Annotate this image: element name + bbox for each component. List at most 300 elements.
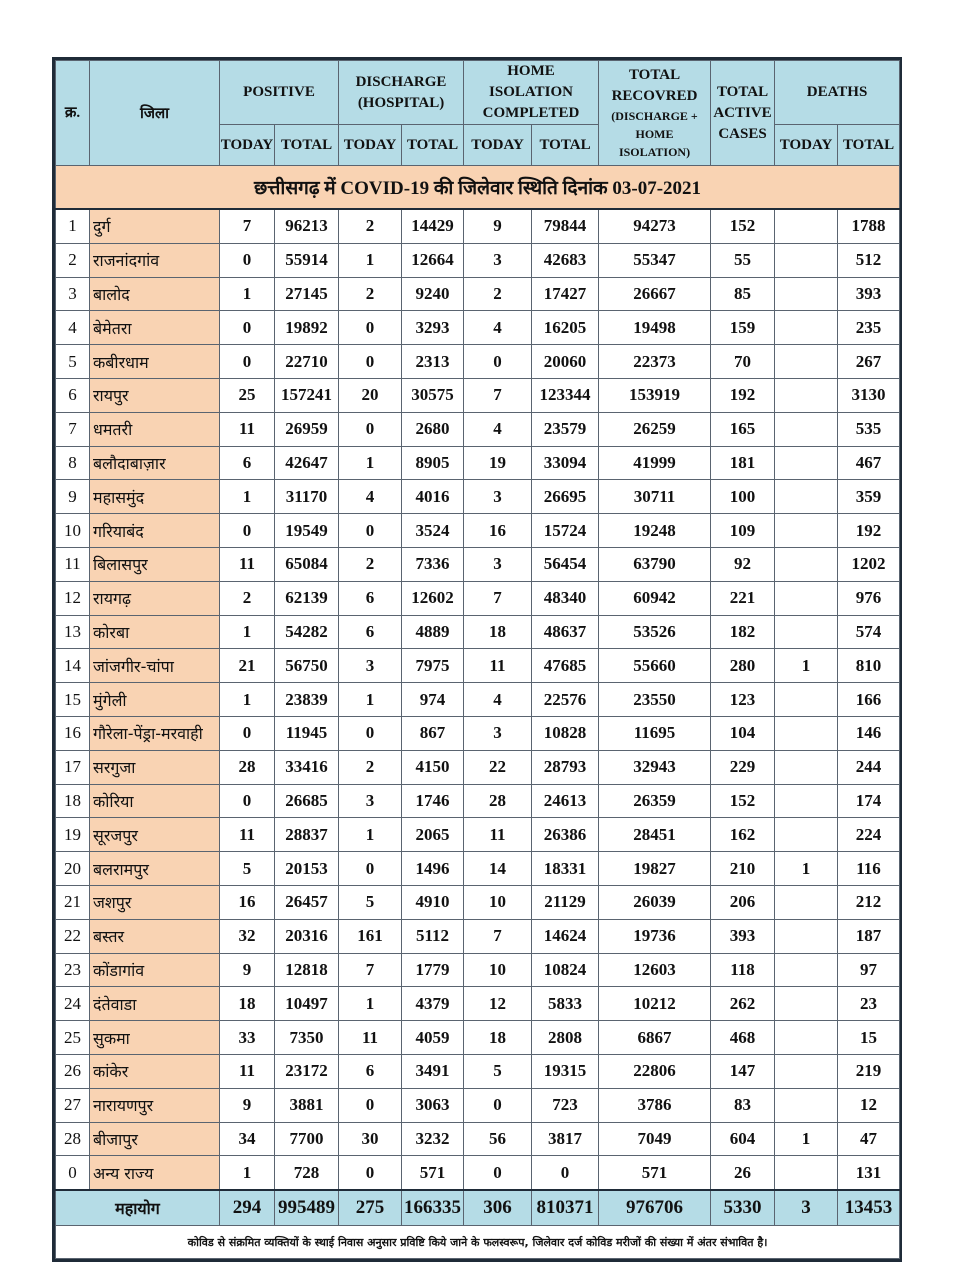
positive-today: 1 bbox=[220, 480, 275, 514]
total-active: 159 bbox=[711, 311, 775, 345]
header-deaths-total: TOTAL bbox=[838, 125, 900, 166]
deaths-today bbox=[775, 953, 838, 987]
positive-today: 34 bbox=[220, 1122, 275, 1156]
total-active: 393 bbox=[711, 919, 775, 953]
deaths-total: 535 bbox=[838, 412, 900, 446]
positive-total: 11945 bbox=[275, 716, 339, 750]
district-name: दुर्ग bbox=[90, 209, 220, 243]
header-total-recovered bbox=[599, 61, 711, 166]
table-row bbox=[56, 446, 900, 480]
deaths-total: 267 bbox=[838, 345, 900, 379]
hi-today: 4 bbox=[464, 311, 532, 345]
district-name: जांजगीर-चांपा bbox=[90, 649, 220, 683]
total-recovered: 26359 bbox=[599, 784, 711, 818]
discharge-today: 161 bbox=[339, 919, 402, 953]
total-recovered: 3786 bbox=[599, 1088, 711, 1122]
deaths-today bbox=[775, 683, 838, 717]
discharge-today: 0 bbox=[339, 1156, 402, 1190]
district-name: कबीरधाम bbox=[90, 345, 220, 379]
total-active: 206 bbox=[711, 885, 775, 919]
discharge-today: 2 bbox=[339, 277, 402, 311]
positive-total: 31170 bbox=[275, 480, 339, 514]
discharge-total: 571 bbox=[402, 1156, 464, 1190]
district-name: गौरेला-पेंड्रा-मरवाही bbox=[90, 716, 220, 750]
discharge-total: 4059 bbox=[402, 1021, 464, 1055]
hi-total: 20060 bbox=[532, 345, 599, 379]
discharge-total: 30575 bbox=[402, 378, 464, 412]
header-positive-total: TOTAL bbox=[275, 125, 339, 166]
positive-total: 7350 bbox=[275, 1021, 339, 1055]
positive-today: 18 bbox=[220, 987, 275, 1021]
row-serial: 14 bbox=[56, 649, 90, 683]
row-serial: 6 bbox=[56, 378, 90, 412]
total-active: 221 bbox=[711, 581, 775, 615]
hi-today: 0 bbox=[464, 345, 532, 379]
deaths-total: 810 bbox=[838, 649, 900, 683]
hi-total: 33094 bbox=[532, 446, 599, 480]
footnote: कोविड से संक्रमित व्यक्तियों के स्थाई निवास अनुसार प्रविष्टि किये जाने के फलस्वरूप, जिलेवार दर्ज कोविड मरीजों की संख्या में अंतर संभावित है। bbox=[56, 1226, 900, 1259]
district-name: बालोद bbox=[90, 277, 220, 311]
total-recovered: 976706 bbox=[599, 1190, 711, 1226]
hi-total: 28793 bbox=[532, 750, 599, 784]
positive-today: 1 bbox=[220, 277, 275, 311]
grand-total-label: महायोग bbox=[56, 1190, 220, 1226]
discharge-total: 2065 bbox=[402, 818, 464, 852]
discharge-total: 1496 bbox=[402, 852, 464, 886]
hi-today: 22 bbox=[464, 750, 532, 784]
header-discharge-total: TOTAL bbox=[402, 125, 464, 166]
table-row bbox=[56, 514, 900, 548]
deaths-total: 359 bbox=[838, 480, 900, 514]
hi-today: 4 bbox=[464, 412, 532, 446]
header-discharge: DISCHARGE (HOSPITAL) bbox=[339, 61, 464, 125]
hi-total: 79844 bbox=[532, 209, 599, 243]
deaths-total: 1788 bbox=[838, 209, 900, 243]
positive-total: 26685 bbox=[275, 784, 339, 818]
discharge-total: 7975 bbox=[402, 649, 464, 683]
positive-today: 5 bbox=[220, 852, 275, 886]
row-serial: 10 bbox=[56, 514, 90, 548]
discharge-today: 6 bbox=[339, 1054, 402, 1088]
district-name: बलरामपुर bbox=[90, 852, 220, 886]
table-row bbox=[56, 243, 900, 277]
deaths-total: 512 bbox=[838, 243, 900, 277]
deaths-today bbox=[775, 1021, 838, 1055]
total-active: 85 bbox=[711, 277, 775, 311]
total-recovered: 26259 bbox=[599, 412, 711, 446]
row-serial: 23 bbox=[56, 953, 90, 987]
header-hi-total: TOTAL bbox=[532, 125, 599, 166]
hi-today: 19 bbox=[464, 446, 532, 480]
total-recovered: 153919 bbox=[599, 378, 711, 412]
deaths-total: 574 bbox=[838, 615, 900, 649]
deaths-today bbox=[775, 277, 838, 311]
total-recovered: 55660 bbox=[599, 649, 711, 683]
hi-total: 47685 bbox=[532, 649, 599, 683]
discharge-total: 4150 bbox=[402, 750, 464, 784]
discharge-total: 3491 bbox=[402, 1054, 464, 1088]
hi-total: 14624 bbox=[532, 919, 599, 953]
district-name: रायगढ़ bbox=[90, 581, 220, 615]
row-serial: 21 bbox=[56, 885, 90, 919]
table-row bbox=[56, 345, 900, 379]
total-recovered: 571 bbox=[599, 1156, 711, 1190]
table-row bbox=[56, 1054, 900, 1088]
discharge-today: 0 bbox=[339, 852, 402, 886]
table-row bbox=[56, 1021, 900, 1055]
hi-total: 723 bbox=[532, 1088, 599, 1122]
row-serial: 24 bbox=[56, 987, 90, 1021]
positive-total: 20316 bbox=[275, 919, 339, 953]
hi-today: 10 bbox=[464, 885, 532, 919]
hi-today: 12 bbox=[464, 987, 532, 1021]
header-home-isolation: HOME ISOLATION COMPLETED bbox=[464, 61, 599, 125]
deaths-total: 224 bbox=[838, 818, 900, 852]
total-active: 468 bbox=[711, 1021, 775, 1055]
positive-total: 56750 bbox=[275, 649, 339, 683]
hi-today: 28 bbox=[464, 784, 532, 818]
total-active: 26 bbox=[711, 1156, 775, 1190]
discharge-total: 4910 bbox=[402, 885, 464, 919]
header-deaths: DEATHS bbox=[775, 61, 900, 125]
district-name: कोंडागांव bbox=[90, 953, 220, 987]
deaths-today bbox=[775, 378, 838, 412]
deaths-today bbox=[775, 885, 838, 919]
district-name: महासमुंद bbox=[90, 480, 220, 514]
discharge-today: 6 bbox=[339, 615, 402, 649]
hi-today: 3 bbox=[464, 547, 532, 581]
total-active: 604 bbox=[711, 1122, 775, 1156]
discharge-today: 0 bbox=[339, 716, 402, 750]
total-recovered: 6867 bbox=[599, 1021, 711, 1055]
positive-total: 19549 bbox=[275, 514, 339, 548]
total-hi-today: 306 bbox=[464, 1190, 532, 1226]
deaths-total: 131 bbox=[838, 1156, 900, 1190]
total-active: 83 bbox=[711, 1088, 775, 1122]
hi-today: 4 bbox=[464, 683, 532, 717]
district-name: बेमेतरा bbox=[90, 311, 220, 345]
total-active: 162 bbox=[711, 818, 775, 852]
positive-today: 32 bbox=[220, 919, 275, 953]
deaths-total: 187 bbox=[838, 919, 900, 953]
discharge-total: 4016 bbox=[402, 480, 464, 514]
discharge-total: 12602 bbox=[402, 581, 464, 615]
deaths-today bbox=[775, 784, 838, 818]
deaths-total: 219 bbox=[838, 1054, 900, 1088]
table-row bbox=[56, 277, 900, 311]
deaths-total: 192 bbox=[838, 514, 900, 548]
discharge-today: 2 bbox=[339, 750, 402, 784]
discharge-today: 0 bbox=[339, 345, 402, 379]
discharge-total: 3063 bbox=[402, 1088, 464, 1122]
district-name: कोरिया bbox=[90, 784, 220, 818]
positive-today: 6 bbox=[220, 446, 275, 480]
deaths-today bbox=[775, 514, 838, 548]
deaths-today bbox=[775, 345, 838, 379]
header-total-recovered-label: TOTAL RECOVRED bbox=[611, 67, 698, 104]
hi-total: 5833 bbox=[532, 987, 599, 1021]
district-name: जशपुर bbox=[90, 885, 220, 919]
positive-today: 25 bbox=[220, 378, 275, 412]
hi-total: 10828 bbox=[532, 716, 599, 750]
row-serial: 27 bbox=[56, 1088, 90, 1122]
hi-total: 18331 bbox=[532, 852, 599, 886]
positive-today: 0 bbox=[220, 243, 275, 277]
district-name: अन्य राज्य bbox=[90, 1156, 220, 1190]
discharge-total: 3524 bbox=[402, 514, 464, 548]
discharge-today: 1 bbox=[339, 243, 402, 277]
positive-today: 0 bbox=[220, 345, 275, 379]
total-dis-total: 166335 bbox=[402, 1190, 464, 1226]
total-active: 210 bbox=[711, 852, 775, 886]
district-name: दंतेवाडा bbox=[90, 987, 220, 1021]
positive-total: 157241 bbox=[275, 378, 339, 412]
discharge-total: 2313 bbox=[402, 345, 464, 379]
discharge-today: 20 bbox=[339, 378, 402, 412]
deaths-total: 3130 bbox=[838, 378, 900, 412]
row-serial: 28 bbox=[56, 1122, 90, 1156]
row-serial: 19 bbox=[56, 818, 90, 852]
total-recovered: 55347 bbox=[599, 243, 711, 277]
deaths-today bbox=[775, 1156, 838, 1190]
total-recovered: 60942 bbox=[599, 581, 711, 615]
positive-total: 23839 bbox=[275, 683, 339, 717]
positive-total: 3881 bbox=[275, 1088, 339, 1122]
hi-today: 3 bbox=[464, 480, 532, 514]
positive-today: 11 bbox=[220, 412, 275, 446]
discharge-today: 30 bbox=[339, 1122, 402, 1156]
hi-today: 7 bbox=[464, 919, 532, 953]
hi-total: 56454 bbox=[532, 547, 599, 581]
discharge-today: 5 bbox=[339, 885, 402, 919]
district-name: राजनांदगांव bbox=[90, 243, 220, 277]
total-recovered: 11695 bbox=[599, 716, 711, 750]
header-sr: क्र. bbox=[56, 61, 90, 166]
table-row bbox=[56, 852, 900, 886]
district-name: धमतरी bbox=[90, 412, 220, 446]
positive-total: 22710 bbox=[275, 345, 339, 379]
positive-today: 0 bbox=[220, 514, 275, 548]
hi-total: 22576 bbox=[532, 683, 599, 717]
row-serial: 9 bbox=[56, 480, 90, 514]
table-row bbox=[56, 784, 900, 818]
deaths-total: 23 bbox=[838, 987, 900, 1021]
discharge-today: 6 bbox=[339, 581, 402, 615]
table-row bbox=[56, 818, 900, 852]
covid-district-report bbox=[52, 57, 902, 1262]
district-name: बलौदाबाज़ार bbox=[90, 446, 220, 480]
positive-total: 55914 bbox=[275, 243, 339, 277]
total-active: 152 bbox=[711, 784, 775, 818]
hi-today: 7 bbox=[464, 378, 532, 412]
table-row bbox=[56, 649, 900, 683]
hi-total: 123344 bbox=[532, 378, 599, 412]
total-recovered: 12603 bbox=[599, 953, 711, 987]
district-name: बीजापुर bbox=[90, 1122, 220, 1156]
row-serial: 12 bbox=[56, 581, 90, 615]
positive-today: 16 bbox=[220, 885, 275, 919]
row-serial: 1 bbox=[56, 209, 90, 243]
row-serial: 11 bbox=[56, 547, 90, 581]
total-active: 104 bbox=[711, 716, 775, 750]
positive-total: 728 bbox=[275, 1156, 339, 1190]
total-pos-today: 294 bbox=[220, 1190, 275, 1226]
total-recovered: 63790 bbox=[599, 547, 711, 581]
hi-today: 2 bbox=[464, 277, 532, 311]
hi-total: 21129 bbox=[532, 885, 599, 919]
district-name: सरगुजा bbox=[90, 750, 220, 784]
total-active: 165 bbox=[711, 412, 775, 446]
deaths-today bbox=[775, 987, 838, 1021]
total-recovered: 41999 bbox=[599, 446, 711, 480]
report-title: छत्तीसगढ़ में COVID-19 की जिलेवार स्थिति दिनांक 03-07-2021 bbox=[56, 166, 900, 210]
deaths-today bbox=[775, 1088, 838, 1122]
hi-today: 18 bbox=[464, 1021, 532, 1055]
table-row bbox=[56, 615, 900, 649]
row-serial: 17 bbox=[56, 750, 90, 784]
row-serial: 22 bbox=[56, 919, 90, 953]
discharge-today: 2 bbox=[339, 209, 402, 243]
total-dis-today: 275 bbox=[339, 1190, 402, 1226]
row-serial: 25 bbox=[56, 1021, 90, 1055]
row-serial: 3 bbox=[56, 277, 90, 311]
positive-total: 96213 bbox=[275, 209, 339, 243]
positive-today: 33 bbox=[220, 1021, 275, 1055]
discharge-today: 0 bbox=[339, 412, 402, 446]
discharge-total: 1779 bbox=[402, 953, 464, 987]
row-serial: 7 bbox=[56, 412, 90, 446]
total-active: 70 bbox=[711, 345, 775, 379]
positive-total: 27145 bbox=[275, 277, 339, 311]
total-recovered: 94273 bbox=[599, 209, 711, 243]
hi-total: 17427 bbox=[532, 277, 599, 311]
deaths-total: 467 bbox=[838, 446, 900, 480]
deaths-total: 166 bbox=[838, 683, 900, 717]
district-name: कोरबा bbox=[90, 615, 220, 649]
deaths-today bbox=[775, 1054, 838, 1088]
total-active: 147 bbox=[711, 1054, 775, 1088]
discharge-total: 1746 bbox=[402, 784, 464, 818]
total-recovered: 30711 bbox=[599, 480, 711, 514]
hi-total: 0 bbox=[532, 1156, 599, 1190]
table-row bbox=[56, 885, 900, 919]
table-row bbox=[56, 311, 900, 345]
hi-today: 0 bbox=[464, 1156, 532, 1190]
deaths-total: 212 bbox=[838, 885, 900, 919]
district-name: नारायणपुर bbox=[90, 1088, 220, 1122]
positive-total: 54282 bbox=[275, 615, 339, 649]
total-recovered: 19498 bbox=[599, 311, 711, 345]
discharge-today: 1 bbox=[339, 987, 402, 1021]
row-serial: 15 bbox=[56, 683, 90, 717]
district-name: बिलासपुर bbox=[90, 547, 220, 581]
positive-today: 21 bbox=[220, 649, 275, 683]
table-row bbox=[56, 750, 900, 784]
deaths-total: 146 bbox=[838, 716, 900, 750]
grand-total-row bbox=[56, 1190, 900, 1226]
deaths-total: 12 bbox=[838, 1088, 900, 1122]
discharge-total: 974 bbox=[402, 683, 464, 717]
total-recovered: 19248 bbox=[599, 514, 711, 548]
district-name: कांकेर bbox=[90, 1054, 220, 1088]
hi-today: 3 bbox=[464, 243, 532, 277]
total-active: 152 bbox=[711, 209, 775, 243]
total-recovered: 26039 bbox=[599, 885, 711, 919]
table-row bbox=[56, 1088, 900, 1122]
table-row bbox=[56, 716, 900, 750]
positive-today: 11 bbox=[220, 547, 275, 581]
deaths-today bbox=[775, 919, 838, 953]
total-active: 5330 bbox=[711, 1190, 775, 1226]
deaths-today bbox=[775, 615, 838, 649]
positive-today: 1 bbox=[220, 683, 275, 717]
positive-today: 2 bbox=[220, 581, 275, 615]
hi-total: 16205 bbox=[532, 311, 599, 345]
positive-today: 0 bbox=[220, 716, 275, 750]
hi-total: 19315 bbox=[532, 1054, 599, 1088]
header-discharge-today: TODAY bbox=[339, 125, 402, 166]
total-active: 109 bbox=[711, 514, 775, 548]
table-row bbox=[56, 581, 900, 615]
positive-total: 19892 bbox=[275, 311, 339, 345]
table-row bbox=[56, 412, 900, 446]
discharge-today: 0 bbox=[339, 1088, 402, 1122]
hi-today: 56 bbox=[464, 1122, 532, 1156]
header-hi-today: TODAY bbox=[464, 125, 532, 166]
discharge-today: 7 bbox=[339, 953, 402, 987]
deaths-total: 47 bbox=[838, 1122, 900, 1156]
deaths-today bbox=[775, 311, 838, 345]
hi-today: 14 bbox=[464, 852, 532, 886]
positive-total: 7700 bbox=[275, 1122, 339, 1156]
discharge-today: 0 bbox=[339, 311, 402, 345]
positive-total: 26457 bbox=[275, 885, 339, 919]
discharge-total: 7336 bbox=[402, 547, 464, 581]
district-name: सूरजपुर bbox=[90, 818, 220, 852]
total-recovered: 19736 bbox=[599, 919, 711, 953]
row-serial: 4 bbox=[56, 311, 90, 345]
discharge-today: 1 bbox=[339, 818, 402, 852]
row-serial: 5 bbox=[56, 345, 90, 379]
deaths-total: 116 bbox=[838, 852, 900, 886]
deaths-total: 244 bbox=[838, 750, 900, 784]
table-row bbox=[56, 378, 900, 412]
district-name: गरियाबंद bbox=[90, 514, 220, 548]
deaths-today bbox=[775, 716, 838, 750]
total-recovered: 32943 bbox=[599, 750, 711, 784]
discharge-today: 3 bbox=[339, 649, 402, 683]
discharge-today: 4 bbox=[339, 480, 402, 514]
total-active: 262 bbox=[711, 987, 775, 1021]
positive-today: 9 bbox=[220, 953, 275, 987]
hi-total: 3817 bbox=[532, 1122, 599, 1156]
district-name: मुंगेली bbox=[90, 683, 220, 717]
positive-total: 10497 bbox=[275, 987, 339, 1021]
row-serial: 26 bbox=[56, 1054, 90, 1088]
total-recovered: 7049 bbox=[599, 1122, 711, 1156]
header-district: जिला bbox=[90, 61, 220, 166]
discharge-today: 3 bbox=[339, 784, 402, 818]
discharge-today: 11 bbox=[339, 1021, 402, 1055]
discharge-total: 3293 bbox=[402, 311, 464, 345]
hi-total: 10824 bbox=[532, 953, 599, 987]
header-positive-today: TODAY bbox=[220, 125, 275, 166]
hi-today: 0 bbox=[464, 1088, 532, 1122]
header-deaths-today: TODAY bbox=[775, 125, 838, 166]
table-body bbox=[56, 209, 900, 1190]
positive-today: 9 bbox=[220, 1088, 275, 1122]
total-active: 229 bbox=[711, 750, 775, 784]
